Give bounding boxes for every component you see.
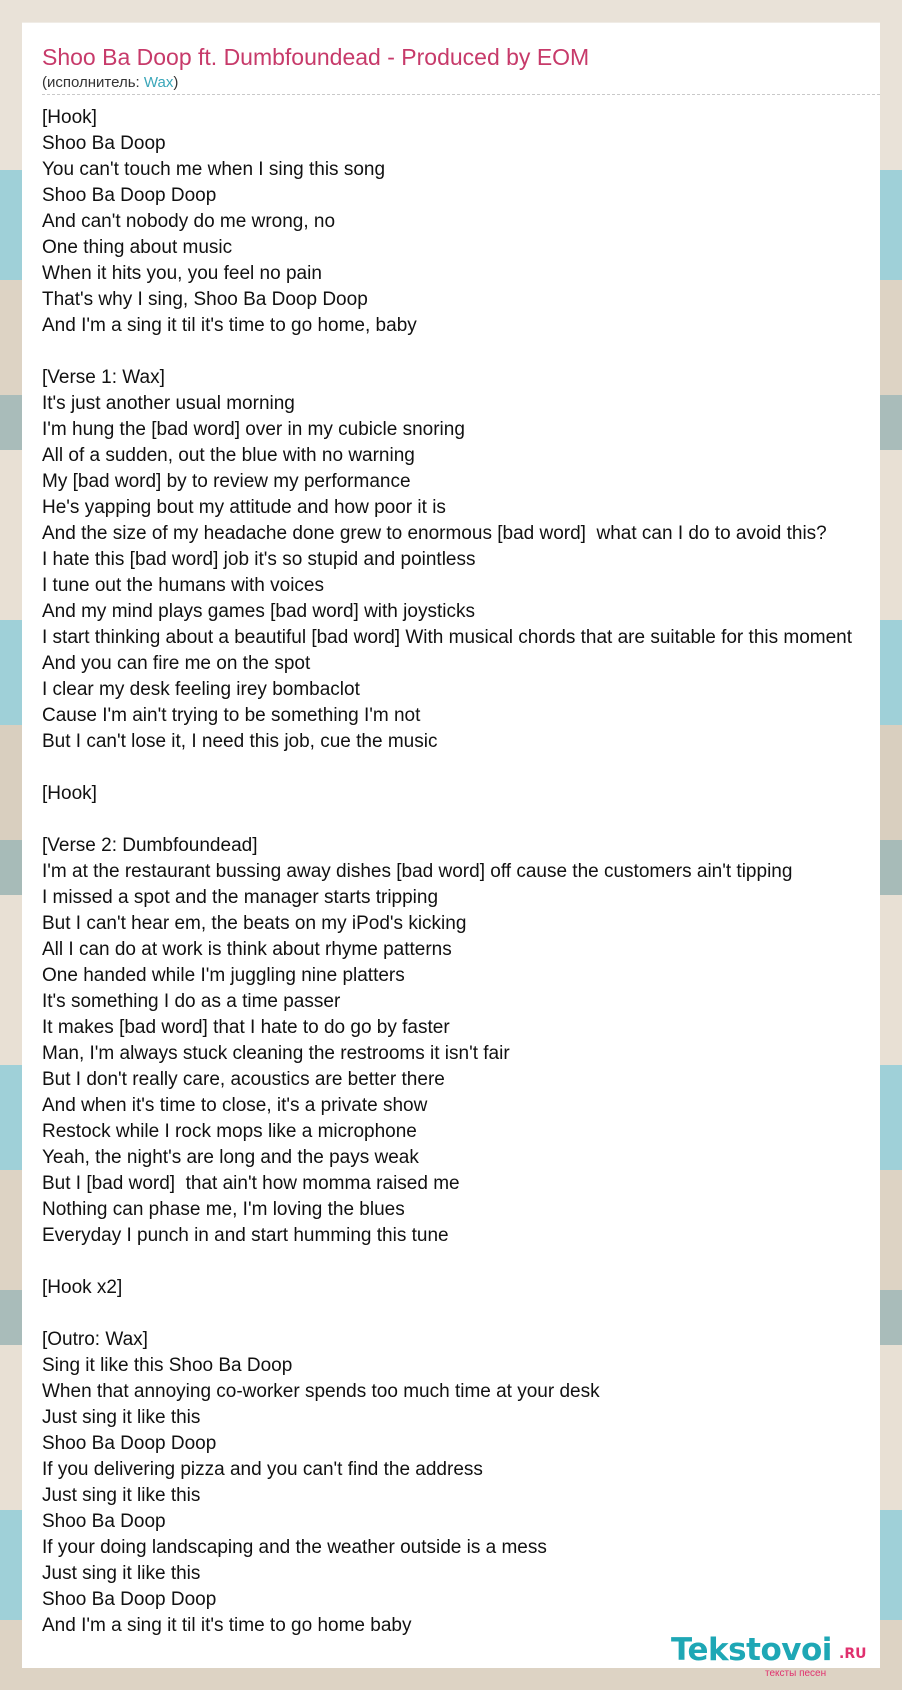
song-title: Shoo Ba Doop ft. Dumbfoundead - Produced by EOM bbox=[42, 44, 590, 70]
lyrics-card bbox=[22, 22, 880, 1679]
logo-tagline: тексты песен bbox=[765, 1668, 827, 1679]
title-divider bbox=[42, 94, 880, 95]
artist-suffix: ) bbox=[173, 74, 179, 91]
logo-name: Tekstovoi bbox=[671, 1632, 832, 1668]
logo-tld: .RU bbox=[839, 1646, 867, 1662]
site-logo[interactable] bbox=[671, 1632, 876, 1678]
artist-prefix: (исполнитель: bbox=[42, 74, 144, 91]
artist-line bbox=[42, 73, 178, 93]
lyrics-text: [Hook] Shoo Ba Doop You can't touch me when I sing this song Shoo Ba Doop Doop And can't nobody do me wrong, no One thing about music When it hits you, you feel no pain That's why I sing, Shoo Ba Doop Doop And I'm a sing it til it's time to go home, baby [Verse 1: Wax] It's just another usual morning I'm hung the [bad word] over in my cubicle snoring All of a sudden, out the blue with no warning My [bad word] by to review my performance He's yapping bout my attitude and how poor it is And the size of my headache done grew to enormous [bad word] what can I do to avoid this? I hate this [bad word] job it's so stupid and pointless I tune out the humans with voices And my mind plays games [bad word] with joysticks I start thinking about a beautiful [bad word] With musical chords that are suitable for this moment And you can fire me on the spot I clear my desk feeling irey bombaclot Cause I'm ain't trying to be something I'm not But I can't lose it, I need this job, cue the music [Hook] [Verse 2: Dumbfoundead] I'm at the restaurant bussing away dishes [bad word] off cause the customers ain't tipping I missed a spot and the manager starts tripping But I can't hear em, the beats on my iPod's kicking All I can do at work is think about rhyme patterns One handed while I'm juggling nine platters It's something I do as a time passer It makes [bad word] that I hate to do go by faster Man, I'm always stuck cleaning the restrooms it isn't fair But I don't really care, acoustics are better there And when it's time to close, it's a private show Restock while I rock mops like a microphone Yeah, the night's are long and the pays weak But I [bad word] that ain't how momma raised me Nothing can phase me, I'm loving the blues Everyday I punch in and start humming this tune [Hook x2] [Outro: Wax] Sing it like this Shoo Ba Doop When that annoying co-worker spends too much time at your desk Just sing it like this Shoo Ba Doop Doop If you delivering pizza and you can't find the address Just sing it like this Shoo Ba Doop If your doing landscaping and the weather outside is a mess Just sing it like this Shoo Ba Doop Doop And I'm a sing it til it's time to go home baby bbox=[42, 107, 853, 1636]
artist-link[interactable]: Wax bbox=[143, 74, 174, 91]
